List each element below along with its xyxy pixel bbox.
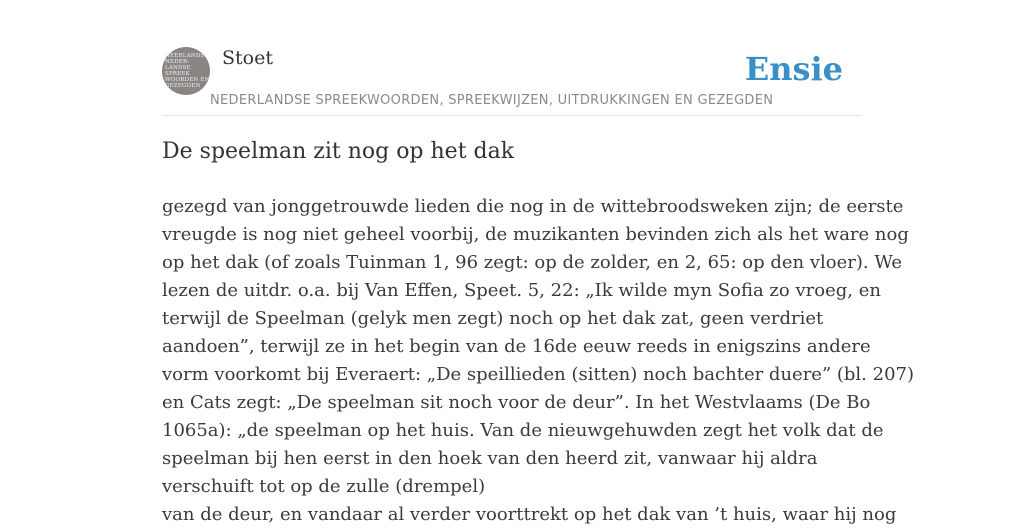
body-line: terwijl de Speelman (gelyk men zegt) noch op het dak zat, geen verdriet [162,308,824,329]
ensie-logo-link[interactable]: Ensie [744,50,843,88]
author-avatar[interactable] [162,47,210,95]
body-line: aandoen”, terwijl ze in het begin van de 16de eeuw reeds in enigszins andere [162,336,871,357]
body-line: lezen de uitdr. o.a. bij Van Effen, Speet. 5, 22: „Ik wilde myn Sofia zo vroeg, en [162,280,881,301]
body-line: vreugde is nog niet geheel voorbij, de muzikanten bevinden zich als het ware nog [162,224,909,245]
body-line: gezegd van jonggetrouwde lieden die nog in de wittebroodsweken zijn; de eerste [162,196,904,217]
avatar-text: SPREEK [165,71,190,77]
avatar-text: GEZEGDEN [165,83,201,89]
article-title: De speelman zit nog op het dak [162,139,515,164]
avatar-text: NEERLANDSE [165,53,209,59]
body-line: en Cats zegt: „De speelman sit noch voor de deur”. In het Westvlaams (De Bo [162,392,871,413]
author-name-link[interactable]: Stoet [222,47,273,69]
body-line: 1065a): „de speelman op het huis. Van de nieuwgehuwden zegt het volk dat de [162,420,884,441]
body-line: vorm voorkomt bij Everaert: „De speillieden (sitten) noch bachter duere” (bl. 207) [162,364,914,385]
body-line: op het dak (of zoals Tuinman 1, 96 zegt: op de zolder, en 2, 65: op den vloer). We [162,252,903,273]
article-body [162,193,914,529]
avatar-text: NEDER- [165,59,190,65]
source-subtitle-link[interactable]: NEDERLANDSE SPREEKWOORDEN, SPREEKWIJZEN, UITDRUKKINGEN EN GEZEGDEN [210,93,774,108]
header [162,45,862,116]
body-line: verschuift tot op de zulle (drempel) [162,476,486,497]
body-line: van de deur, en vandaar al verder voorttrekt op het dak van ’t huis, waar hij nog [162,504,897,525]
body-line: speelman bij hen eerst in den hoek van den heerd zit, vanwaar hij aldra [162,448,818,469]
avatar-text: LANDSE [165,65,191,71]
avatar-text: WOORDEN EN [165,77,210,83]
